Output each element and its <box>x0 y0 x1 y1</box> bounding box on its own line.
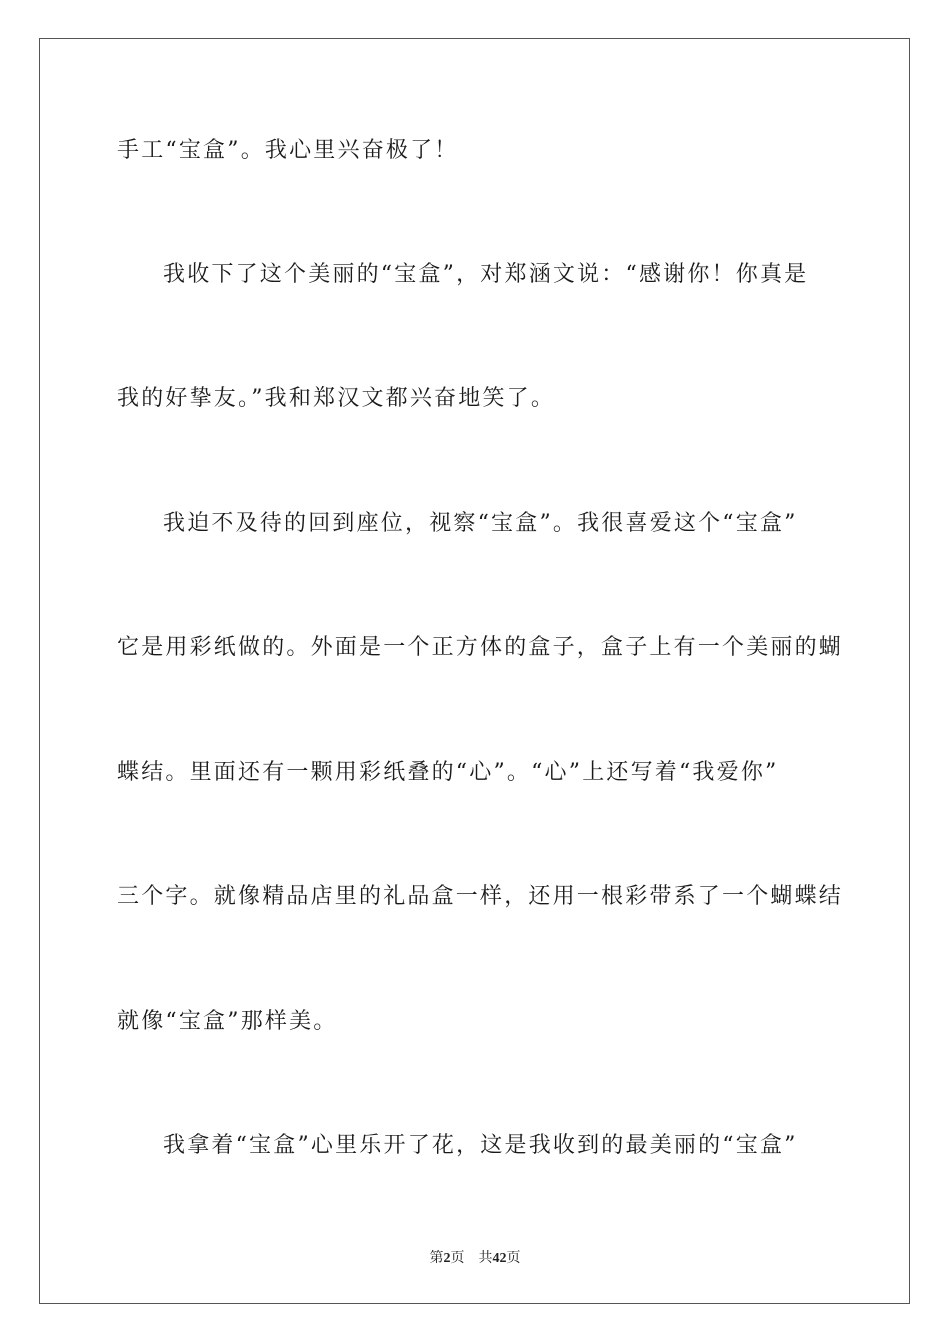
text-line-2: 我收下了这个美丽的“宝盒”，对郑涵文说：“感谢你！你真是 <box>163 262 809 287</box>
text-line-6: 蝶结。里面还有一颗用彩纸叠的“心”。“心”上还写着“我爱你” <box>117 760 779 785</box>
page-footer <box>0 1247 950 1267</box>
text-line-7: 三个字。就像精品店里的礼品盒一样，还用一根彩带系了一个蝴蝶结 <box>117 884 844 909</box>
text-line-3: 我的好挚友。”我和郑汉文都兴奋地笑了。 <box>117 386 556 411</box>
text-line-1: 手工“宝盒”。我心里兴奋极了！ <box>117 138 459 163</box>
page-suffix: 页 <box>450 1251 465 1266</box>
page-number: 2 <box>443 1251 451 1266</box>
total-pages: 42 <box>492 1251 507 1266</box>
total-suffix: 页 <box>506 1251 521 1266</box>
total-prefix: 共 <box>478 1251 493 1266</box>
text-line-5: 它是用彩纸做的。外面是一个正方体的盒子，盒子上有一个美丽的蝴 <box>117 635 844 660</box>
text-line-9: 我拿着“宝盒”心里乐开了花，这是我收到的最美丽的“宝盒” <box>163 1133 798 1158</box>
text-line-4: 我迫不及待的回到座位，视察“宝盒”。我很喜爱这个“宝盒” <box>163 511 798 536</box>
text-line-8: 就像“宝盒”那样美。 <box>117 1009 338 1034</box>
page-border <box>39 38 910 1304</box>
page-prefix: 第 <box>429 1251 444 1266</box>
